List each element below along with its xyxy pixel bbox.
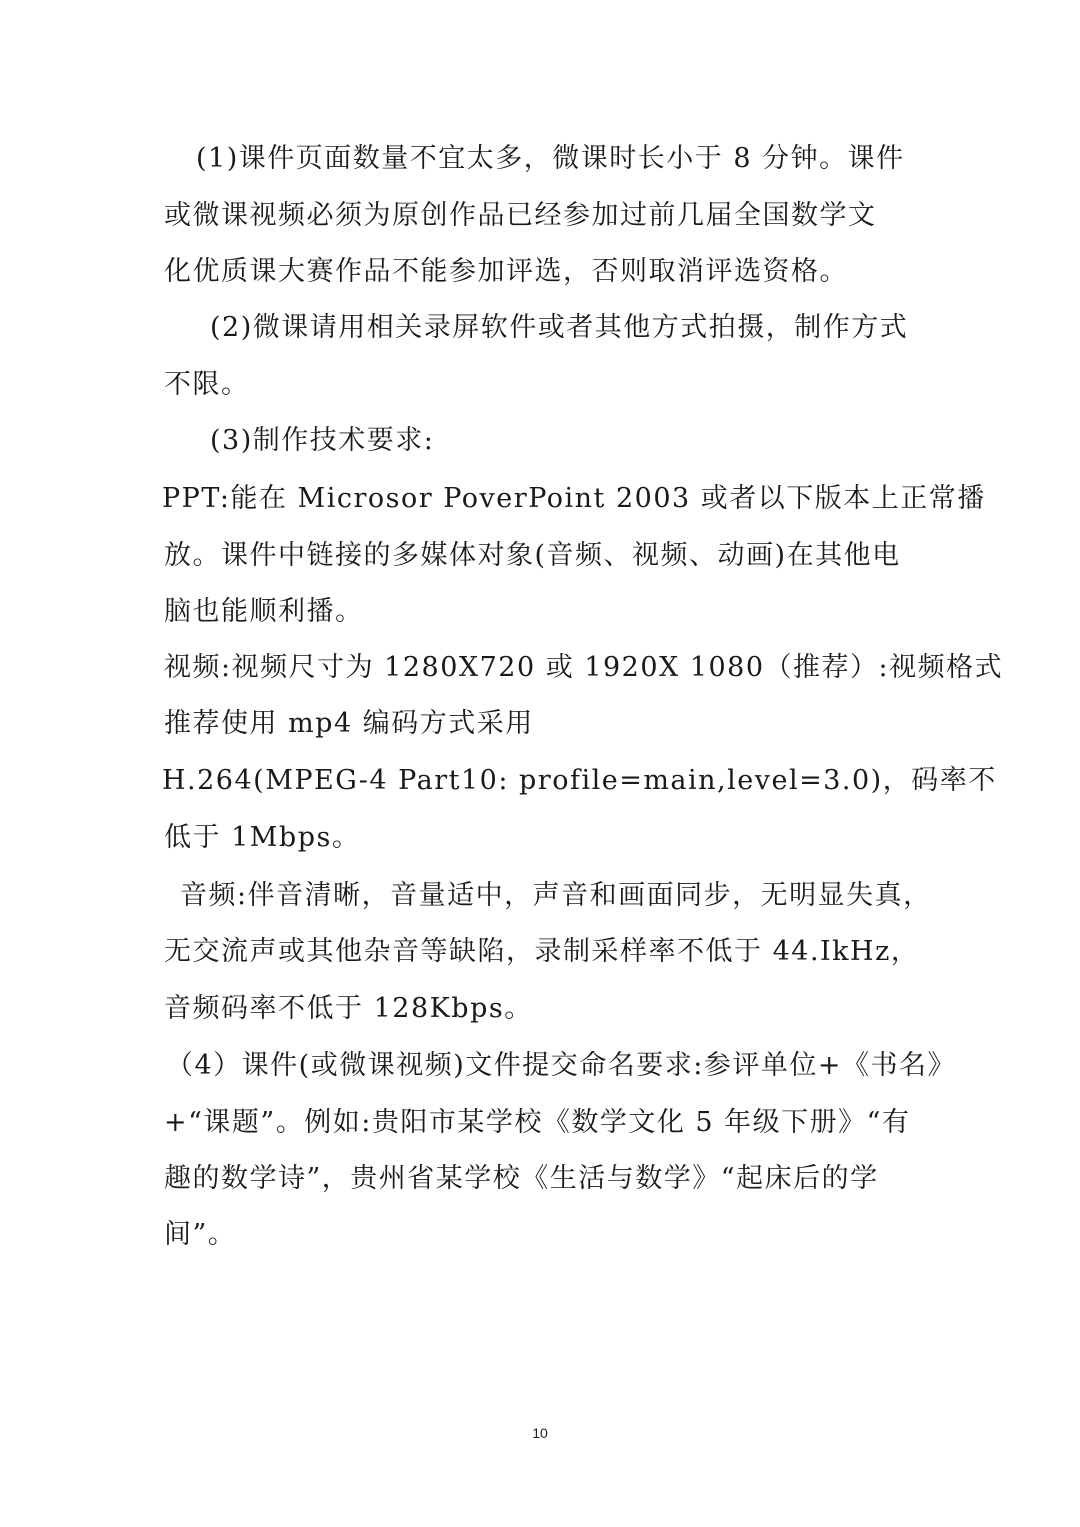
video-requirement-line-1: 视频:视频尺寸为 1280X720 或 1920X 1080（推荐）:视频格式	[164, 652, 1004, 683]
video-requirement-line-2: 推荐使用 mp4 编码方式采用	[164, 708, 534, 739]
ppt-requirement-line-3: 脑也能顺利播。	[164, 596, 364, 627]
paragraph-4-line-3: 趣的数学诗”，贵州省某学校《生活与数学》“起床后的学	[164, 1163, 879, 1194]
ppt-requirement-line-2: 放。课件中链接的多媒体对象(音频、视频、动画)在其他电	[164, 540, 901, 571]
paragraph-3-heading: (3)制作技术要求:	[210, 425, 435, 456]
paragraph-4-line-4: 间”。	[164, 1219, 237, 1250]
audio-requirement-line-3: 音频码率不低于 128Kbps。	[164, 993, 533, 1024]
paragraph-2-line-2: 不限。	[164, 369, 250, 400]
audio-requirement-line-1: 音频:伴音清晰，音量适中，声音和画面同步，无明显失真，	[180, 880, 932, 911]
paragraph-2-line-1: (2)微课请用相关录屏软件或者其他方式拍摄，制作方式	[210, 312, 909, 343]
paragraph-4-line-2: +“课题”。例如:贵阳市某学校《数学文化 5 年级下册》“有	[164, 1107, 911, 1138]
paragraph-1-line-3: 化优质课大赛作品不能参加评选，否则取消评选资格。	[164, 256, 848, 287]
paragraph-4-line-1: （4）课件(或微课视频)文件提交命名要求:参评单位+《书名》	[166, 1050, 956, 1081]
video-requirement-line-4: 低于 1Mbps。	[164, 822, 361, 853]
audio-requirement-line-2: 无交流声或其他杂音等缺陷，录制采样率不低于 44.IkHz，	[164, 936, 920, 967]
video-requirement-line-3: H.264(MPEG-4 Part10: profile=main,level=3.0)，码率不	[162, 765, 997, 796]
paragraph-1-line-2: 或微课视频必须为原创作品已经参加过前几届全国数学文	[164, 200, 877, 231]
paragraph-1-line-1: (1)课件页面数量不宜太多，微课时长小于 8 分钟。课件	[196, 143, 905, 174]
page-number: 10	[532, 1425, 548, 1441]
ppt-requirement-line-1: PPT:能在 Microsor PoverPoint 2003 或者以下版本上正常播	[162, 483, 986, 514]
